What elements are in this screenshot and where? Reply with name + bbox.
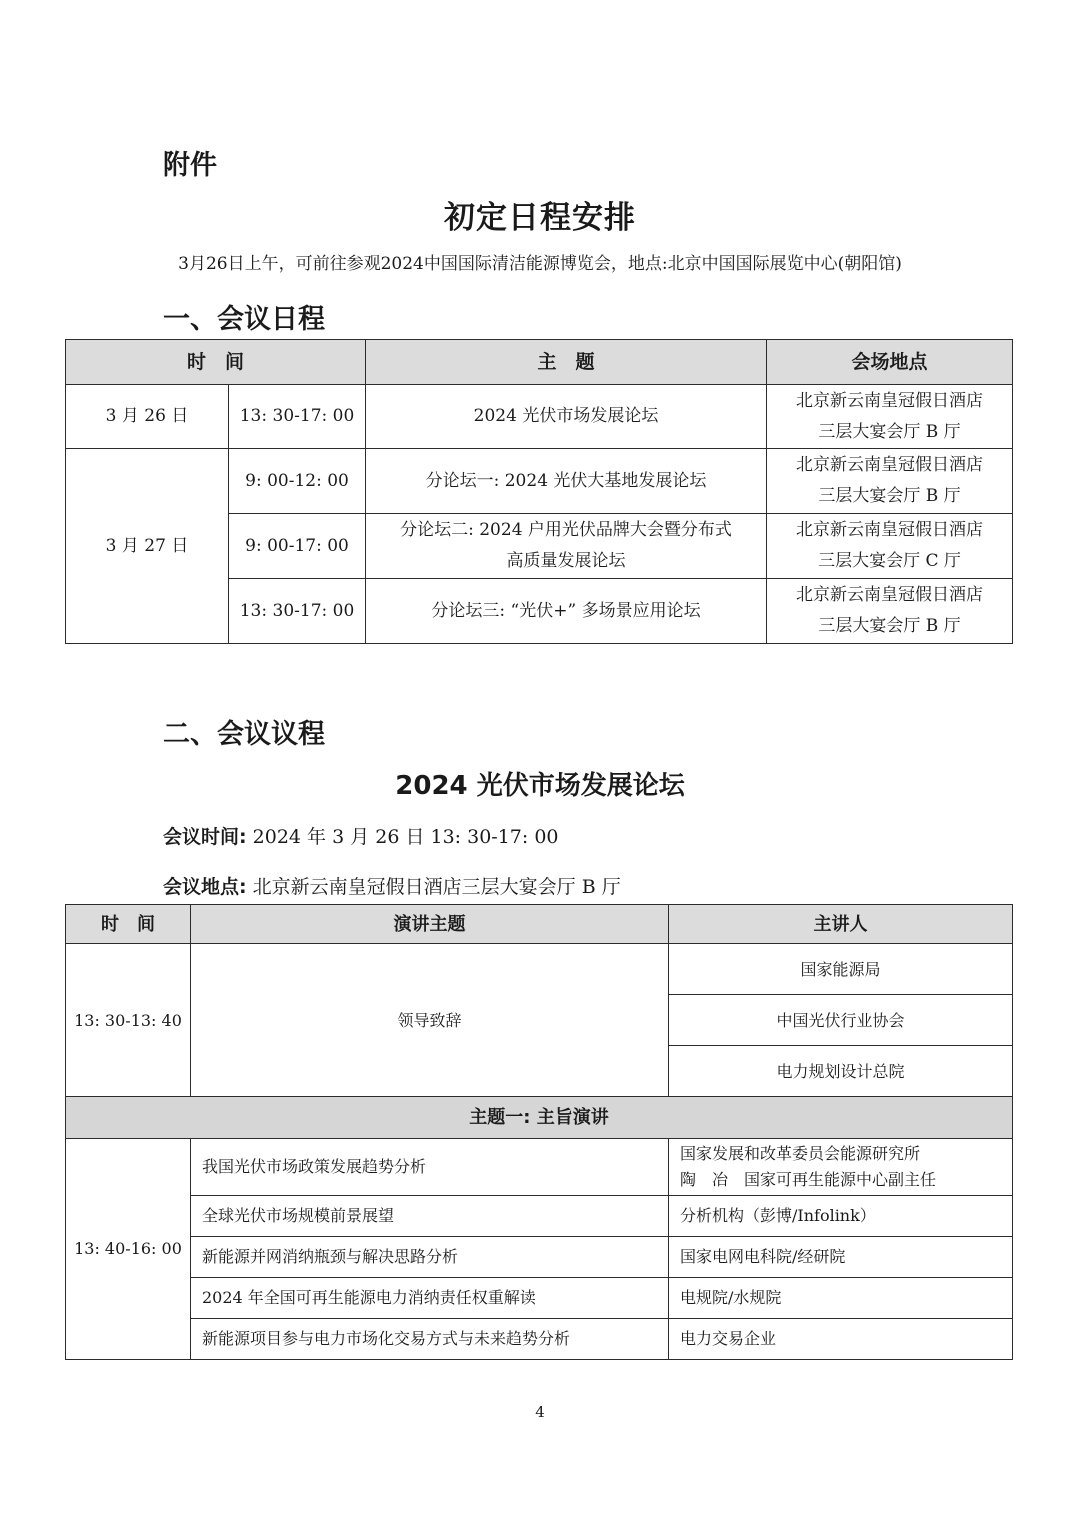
table-row bbox=[66, 1237, 1013, 1278]
schedule-date: 3 月 27 日 bbox=[66, 449, 229, 644]
agenda-speaker: 中国光伏行业协会 bbox=[669, 995, 1013, 1046]
meeting-venue-label: 会议地点: bbox=[163, 876, 247, 898]
schedule-col-topic: 主 题 bbox=[366, 340, 767, 385]
agenda-time: 13: 40-16: 00 bbox=[66, 1139, 191, 1360]
venue-line: 三层大宴会厅 B 厅 bbox=[818, 486, 961, 506]
agenda-speaker: 分析机构（彭博/Infolink） bbox=[669, 1196, 1013, 1237]
meeting-time-value: 2024 年 3 月 26 日 13: 30-17: 00 bbox=[246, 826, 559, 848]
visit-note: 3月26日上午，可前往参观2024中国国际清洁能源博览会，地点:北京中国国际展览中心(朝阳馆) bbox=[178, 254, 902, 274]
meeting-venue bbox=[163, 872, 621, 899]
venue-line: 三层大宴会厅 B 厅 bbox=[818, 616, 961, 636]
schedule-topic: 分论坛一: 2024 光伏大基地发展论坛 bbox=[366, 449, 767, 514]
topic-line: 分论坛二: 2024 户用光伏品牌大会暨分布式 bbox=[400, 520, 732, 540]
agenda-speaker: 国家电网电科院/经研院 bbox=[669, 1237, 1013, 1278]
attachment-label: 附件 bbox=[163, 150, 217, 181]
section2-heading: 二、会议议程 bbox=[163, 719, 325, 750]
theme-row bbox=[66, 1097, 1013, 1139]
venue-line: 北京新云南皇冠假日酒店 bbox=[796, 390, 984, 411]
schedule-venue bbox=[767, 579, 1013, 644]
agenda-topic: 2024 年全国可再生能源电力消纳责任权重解读 bbox=[191, 1278, 669, 1319]
speaker-line: 陶 冶 国家可再生能源中心副主任 bbox=[680, 1170, 937, 1189]
speaker-line: 国家发展和改革委员会能源研究所 bbox=[680, 1144, 921, 1163]
agenda-col-topic: 演讲主题 bbox=[191, 905, 669, 944]
agenda-topic: 新能源项目参与电力市场化交易方式与未来趋势分析 bbox=[191, 1319, 669, 1360]
agenda-speaker: 电规院/水规院 bbox=[669, 1278, 1013, 1319]
meeting-venue-value: 北京新云南皇冠假日酒店三层大宴会厅 B 厅 bbox=[246, 876, 621, 898]
table-row bbox=[66, 1278, 1013, 1319]
schedule-date: 3 月 26 日 bbox=[66, 385, 229, 449]
agenda-speaker: 国家能源局 bbox=[669, 944, 1013, 995]
section1-heading: 一、会议日程 bbox=[163, 304, 325, 335]
schedule-venue bbox=[767, 385, 1013, 449]
meeting-time-label: 会议时间: bbox=[163, 826, 247, 848]
agenda-table bbox=[65, 904, 1013, 1360]
agenda-speaker: 电力交易企业 bbox=[669, 1319, 1013, 1360]
schedule-header-row bbox=[66, 340, 1013, 385]
venue-line: 三层大宴会厅 B 厅 bbox=[818, 421, 961, 442]
forum-title: 2024 光伏市场发展论坛 bbox=[395, 771, 685, 801]
agenda-topic: 全球光伏市场规模前景展望 bbox=[191, 1196, 669, 1237]
venue-line: 三层大宴会厅 C 厅 bbox=[818, 551, 961, 571]
schedule-venue bbox=[767, 449, 1013, 514]
table-row bbox=[66, 449, 1013, 514]
agenda-header-row bbox=[66, 905, 1013, 944]
agenda-time: 13: 30-13: 40 bbox=[66, 944, 191, 1097]
agenda-col-time: 时 间 bbox=[66, 905, 191, 944]
schedule-col-time: 时 间 bbox=[66, 340, 366, 385]
schedule-venue bbox=[767, 514, 1013, 579]
page-title: 初定日程安排 bbox=[444, 200, 636, 236]
schedule-topic: 分论坛三: “光伏+” 多场景应用论坛 bbox=[366, 579, 767, 644]
agenda-speaker bbox=[669, 1139, 1013, 1196]
meeting-time bbox=[163, 822, 559, 849]
page-number: 4 bbox=[535, 1403, 545, 1421]
schedule-topic: 2024 光伏市场发展论坛 bbox=[366, 385, 767, 449]
table-row bbox=[66, 944, 1013, 995]
schedule-col-venue: 会场地点 bbox=[767, 340, 1013, 385]
venue-line: 北京新云南皇冠假日酒店 bbox=[796, 520, 984, 540]
schedule-time: 13: 30-17: 00 bbox=[229, 579, 366, 644]
schedule-time: 9: 00-12: 00 bbox=[229, 449, 366, 514]
agenda-topic: 我国光伏市场政策发展趋势分析 bbox=[191, 1139, 669, 1196]
agenda-topic: 领导致辞 bbox=[191, 944, 669, 1097]
theme1-label: 主题一: 主旨演讲 bbox=[66, 1097, 1013, 1139]
schedule-time: 9: 00-17: 00 bbox=[229, 514, 366, 579]
venue-line: 北京新云南皇冠假日酒店 bbox=[796, 455, 984, 475]
schedule-topic bbox=[366, 514, 767, 579]
table-row bbox=[66, 1196, 1013, 1237]
agenda-col-speaker: 主讲人 bbox=[669, 905, 1013, 944]
schedule-table bbox=[65, 339, 1013, 644]
topic-line: 高质量发展论坛 bbox=[506, 551, 626, 571]
schedule-time: 13: 30-17: 00 bbox=[229, 385, 366, 449]
table-row bbox=[66, 1319, 1013, 1360]
venue-line: 北京新云南皇冠假日酒店 bbox=[796, 585, 984, 605]
table-row bbox=[66, 385, 1013, 449]
table-row bbox=[66, 1139, 1013, 1196]
agenda-speaker: 电力规划设计总院 bbox=[669, 1046, 1013, 1097]
agenda-topic: 新能源并网消纳瓶颈与解决思路分析 bbox=[191, 1237, 669, 1278]
